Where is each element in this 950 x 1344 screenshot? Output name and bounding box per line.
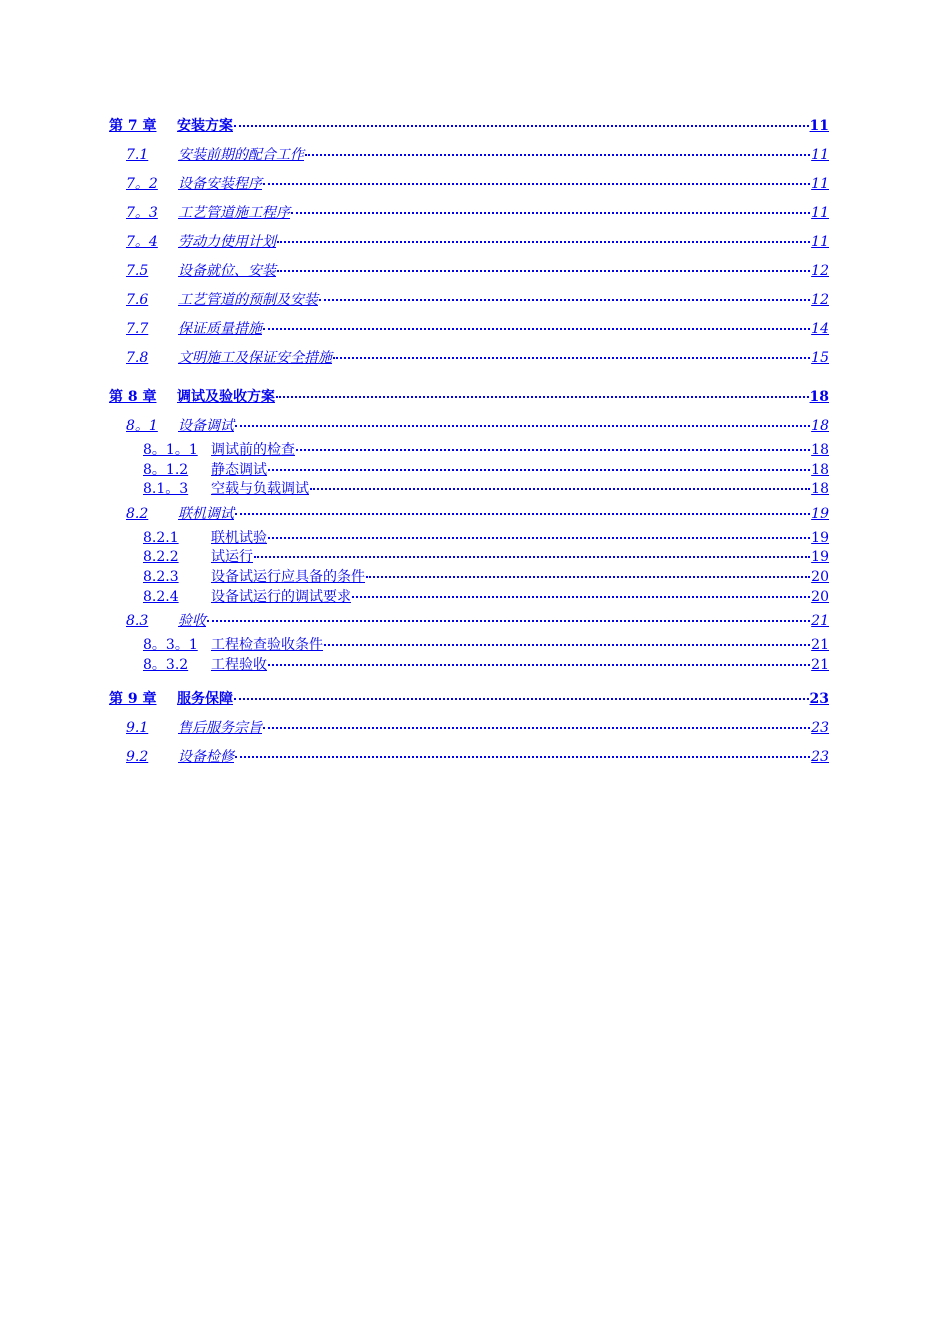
toc-entry-page: 11 <box>811 176 829 192</box>
toc-subsection-8-2-2[interactable] <box>109 548 829 568</box>
toc-subsection-8-1-1[interactable] <box>109 441 829 461</box>
toc-entry-number: 8。3。1 <box>143 637 198 654</box>
toc-chapter-7[interactable] <box>109 112 829 141</box>
toc-entry-page: 23 <box>811 720 829 737</box>
toc-dot-leader <box>254 556 810 558</box>
toc-entry-number: 8.3 <box>126 613 149 630</box>
toc-section-7-2[interactable] <box>109 170 829 199</box>
toc-entry-title: 验收 <box>178 613 206 630</box>
toc-entry-number: 7。4 <box>126 234 158 250</box>
toc-dot-leader <box>263 328 810 330</box>
toc-entry-title: 文明施工及保证安全措施 <box>178 350 332 366</box>
toc-entry-title: 工程验收 <box>211 656 267 673</box>
toc-dot-leader <box>263 727 810 729</box>
toc-entry-number: 8。1.2 <box>143 461 189 478</box>
toc-entry-title: 设备安装程序 <box>178 176 262 192</box>
toc-dot-leader <box>277 270 810 272</box>
toc-subsection-8-3-1[interactable] <box>109 636 829 656</box>
toc-dot-leader <box>319 299 810 301</box>
toc-entry-title: 服务保障 <box>177 691 233 708</box>
toc-dot-leader <box>324 644 810 646</box>
toc-section-7-4[interactable] <box>109 228 829 257</box>
toc-subsection-8-3-2[interactable] <box>109 656 829 676</box>
toc-dot-leader <box>235 513 810 515</box>
toc-chapter-8[interactable] <box>109 383 829 412</box>
toc-entry-page: 20 <box>811 568 829 585</box>
toc-dot-leader <box>276 396 809 398</box>
toc-dot-leader <box>235 756 810 758</box>
toc-entry-number: 7.1 <box>126 147 149 163</box>
toc-entry-page: 23 <box>811 749 829 766</box>
toc-entry-page: 18 <box>811 481 829 498</box>
toc-dot-leader <box>207 620 810 622</box>
toc-entry-title: 设备试运行的调试要求 <box>211 588 351 605</box>
toc-entry-number: 9.1 <box>126 720 149 737</box>
toc-entry-title: 联机调试 <box>178 505 234 522</box>
toc-entry-number: 8.2.2 <box>143 549 179 566</box>
toc-entry-page: 12 <box>811 292 829 308</box>
toc-section-8-3[interactable] <box>109 607 829 636</box>
toc-entry-page: 21 <box>811 656 829 673</box>
toc-dot-leader <box>366 576 810 578</box>
toc-entry-number: 7.6 <box>126 292 149 308</box>
toc-entry-title: 安装前期的配合工作 <box>178 147 304 163</box>
toc-entry-page: 21 <box>811 613 829 630</box>
toc-subsection-8-1-2[interactable] <box>109 461 829 481</box>
toc-section-7-3[interactable] <box>109 199 829 228</box>
toc-subsection-8-2-3[interactable] <box>109 568 829 588</box>
toc-entry-title: 空载与负载调试 <box>211 481 309 498</box>
toc-entry-page: 18 <box>811 418 829 434</box>
toc-section-7-7[interactable] <box>109 315 829 344</box>
toc-entry-number: 8.2.4 <box>143 588 179 605</box>
toc-chapter-9[interactable] <box>109 685 829 714</box>
toc-entry-page: 18 <box>811 461 829 478</box>
toc-dot-leader <box>291 212 810 214</box>
toc-entry-page: 11 <box>811 205 829 221</box>
toc-dot-leader <box>296 449 810 451</box>
toc-entry-title: 工艺管道施工程序 <box>178 205 290 221</box>
toc-subsection-8-2-4[interactable] <box>109 588 829 608</box>
toc-entry-page: 18 <box>809 389 829 405</box>
toc-entry-page: 20 <box>811 588 829 605</box>
toc-section-9-1[interactable] <box>109 714 829 743</box>
toc-entry-number: 8.1。3 <box>143 481 189 498</box>
toc-entry-title: 设备就位、安装 <box>178 263 276 279</box>
toc-entry-number: 7。3 <box>126 205 158 221</box>
toc-entry-number: 9.2 <box>126 749 149 766</box>
toc-entry-title: 调试及验收方案 <box>177 389 275 405</box>
toc-dot-leader <box>268 469 810 471</box>
toc-entry-title: 设备检修 <box>178 749 234 766</box>
toc-section-7-6[interactable] <box>109 286 829 315</box>
toc-dot-leader <box>277 241 810 243</box>
toc-dot-leader <box>234 698 809 700</box>
table-of-contents <box>109 112 829 772</box>
toc-section-8-2[interactable] <box>109 500 829 529</box>
toc-dot-leader <box>352 596 810 598</box>
toc-entry-page: 19 <box>811 549 829 566</box>
toc-entry-title: 静态调试 <box>211 461 267 478</box>
toc-entry-number: 8.2.3 <box>143 568 179 585</box>
toc-entry-title: 设备调试 <box>178 418 234 434</box>
toc-entry-title: 安装方案 <box>177 118 233 134</box>
toc-entry-title: 售后服务宗旨 <box>178 720 262 737</box>
toc-dot-leader <box>268 664 810 666</box>
toc-entry-number: 7。2 <box>126 176 158 192</box>
toc-entry-number: 8.2.1 <box>143 529 179 546</box>
toc-entry-page: 21 <box>811 637 829 654</box>
toc-entry-page: 18 <box>811 442 829 458</box>
toc-entry-title: 工艺管道的预制及安装 <box>178 292 318 308</box>
toc-entry-title: 联机试验 <box>211 529 267 546</box>
toc-entry-page: 11 <box>809 118 829 134</box>
toc-entry-page: 19 <box>811 505 829 522</box>
toc-entry-number: 8。1 <box>126 418 158 434</box>
toc-entry-page: 14 <box>811 321 829 337</box>
toc-dot-leader <box>234 125 809 127</box>
toc-entry-title: 调试前的检查 <box>211 442 295 458</box>
toc-entry-number: 第 7 章 <box>109 118 157 134</box>
toc-entry-number: 8。1。1 <box>143 442 198 458</box>
toc-section-7-8[interactable] <box>109 344 829 373</box>
toc-entry-number: 第 9 章 <box>109 691 157 708</box>
toc-dot-leader <box>310 488 810 490</box>
toc-subsection-8-2-1[interactable] <box>109 529 829 549</box>
toc-entry-title: 设备试运行应具备的条件 <box>211 568 365 585</box>
toc-entry-title: 试运行 <box>211 549 253 566</box>
toc-dot-leader <box>235 425 810 427</box>
toc-entry-page: 12 <box>811 263 829 279</box>
toc-section-7-5[interactable] <box>109 257 829 286</box>
toc-entry-number: 7.8 <box>126 350 149 366</box>
spacer <box>109 373 829 383</box>
toc-entry-number: 8。3.2 <box>143 656 189 673</box>
toc-entry-page: 23 <box>809 691 829 708</box>
toc-section-7-1[interactable] <box>109 141 829 170</box>
toc-section-8-1[interactable] <box>109 412 829 441</box>
toc-entry-page: 11 <box>811 234 829 250</box>
toc-section-9-2[interactable] <box>109 743 829 772</box>
toc-entry-number: 第 8 章 <box>109 389 157 405</box>
toc-entry-number: 7.5 <box>126 263 149 279</box>
toc-dot-leader <box>333 357 810 359</box>
toc-entry-title: 工程检查验收条件 <box>211 637 323 654</box>
toc-dot-leader <box>305 154 810 156</box>
toc-entry-number: 7.7 <box>126 321 149 337</box>
toc-dot-leader <box>268 537 810 539</box>
spacer <box>109 675 829 685</box>
toc-entry-page: 11 <box>811 147 829 163</box>
toc-dot-leader <box>263 183 810 185</box>
toc-entry-number: 8.2 <box>126 505 149 522</box>
toc-subsection-8-1-3[interactable] <box>109 480 829 500</box>
toc-entry-page: 19 <box>811 529 829 546</box>
toc-entry-title: 劳动力使用计划 <box>178 234 276 250</box>
toc-entry-title: 保证质量措施 <box>178 321 262 337</box>
toc-entry-page: 15 <box>811 350 829 366</box>
